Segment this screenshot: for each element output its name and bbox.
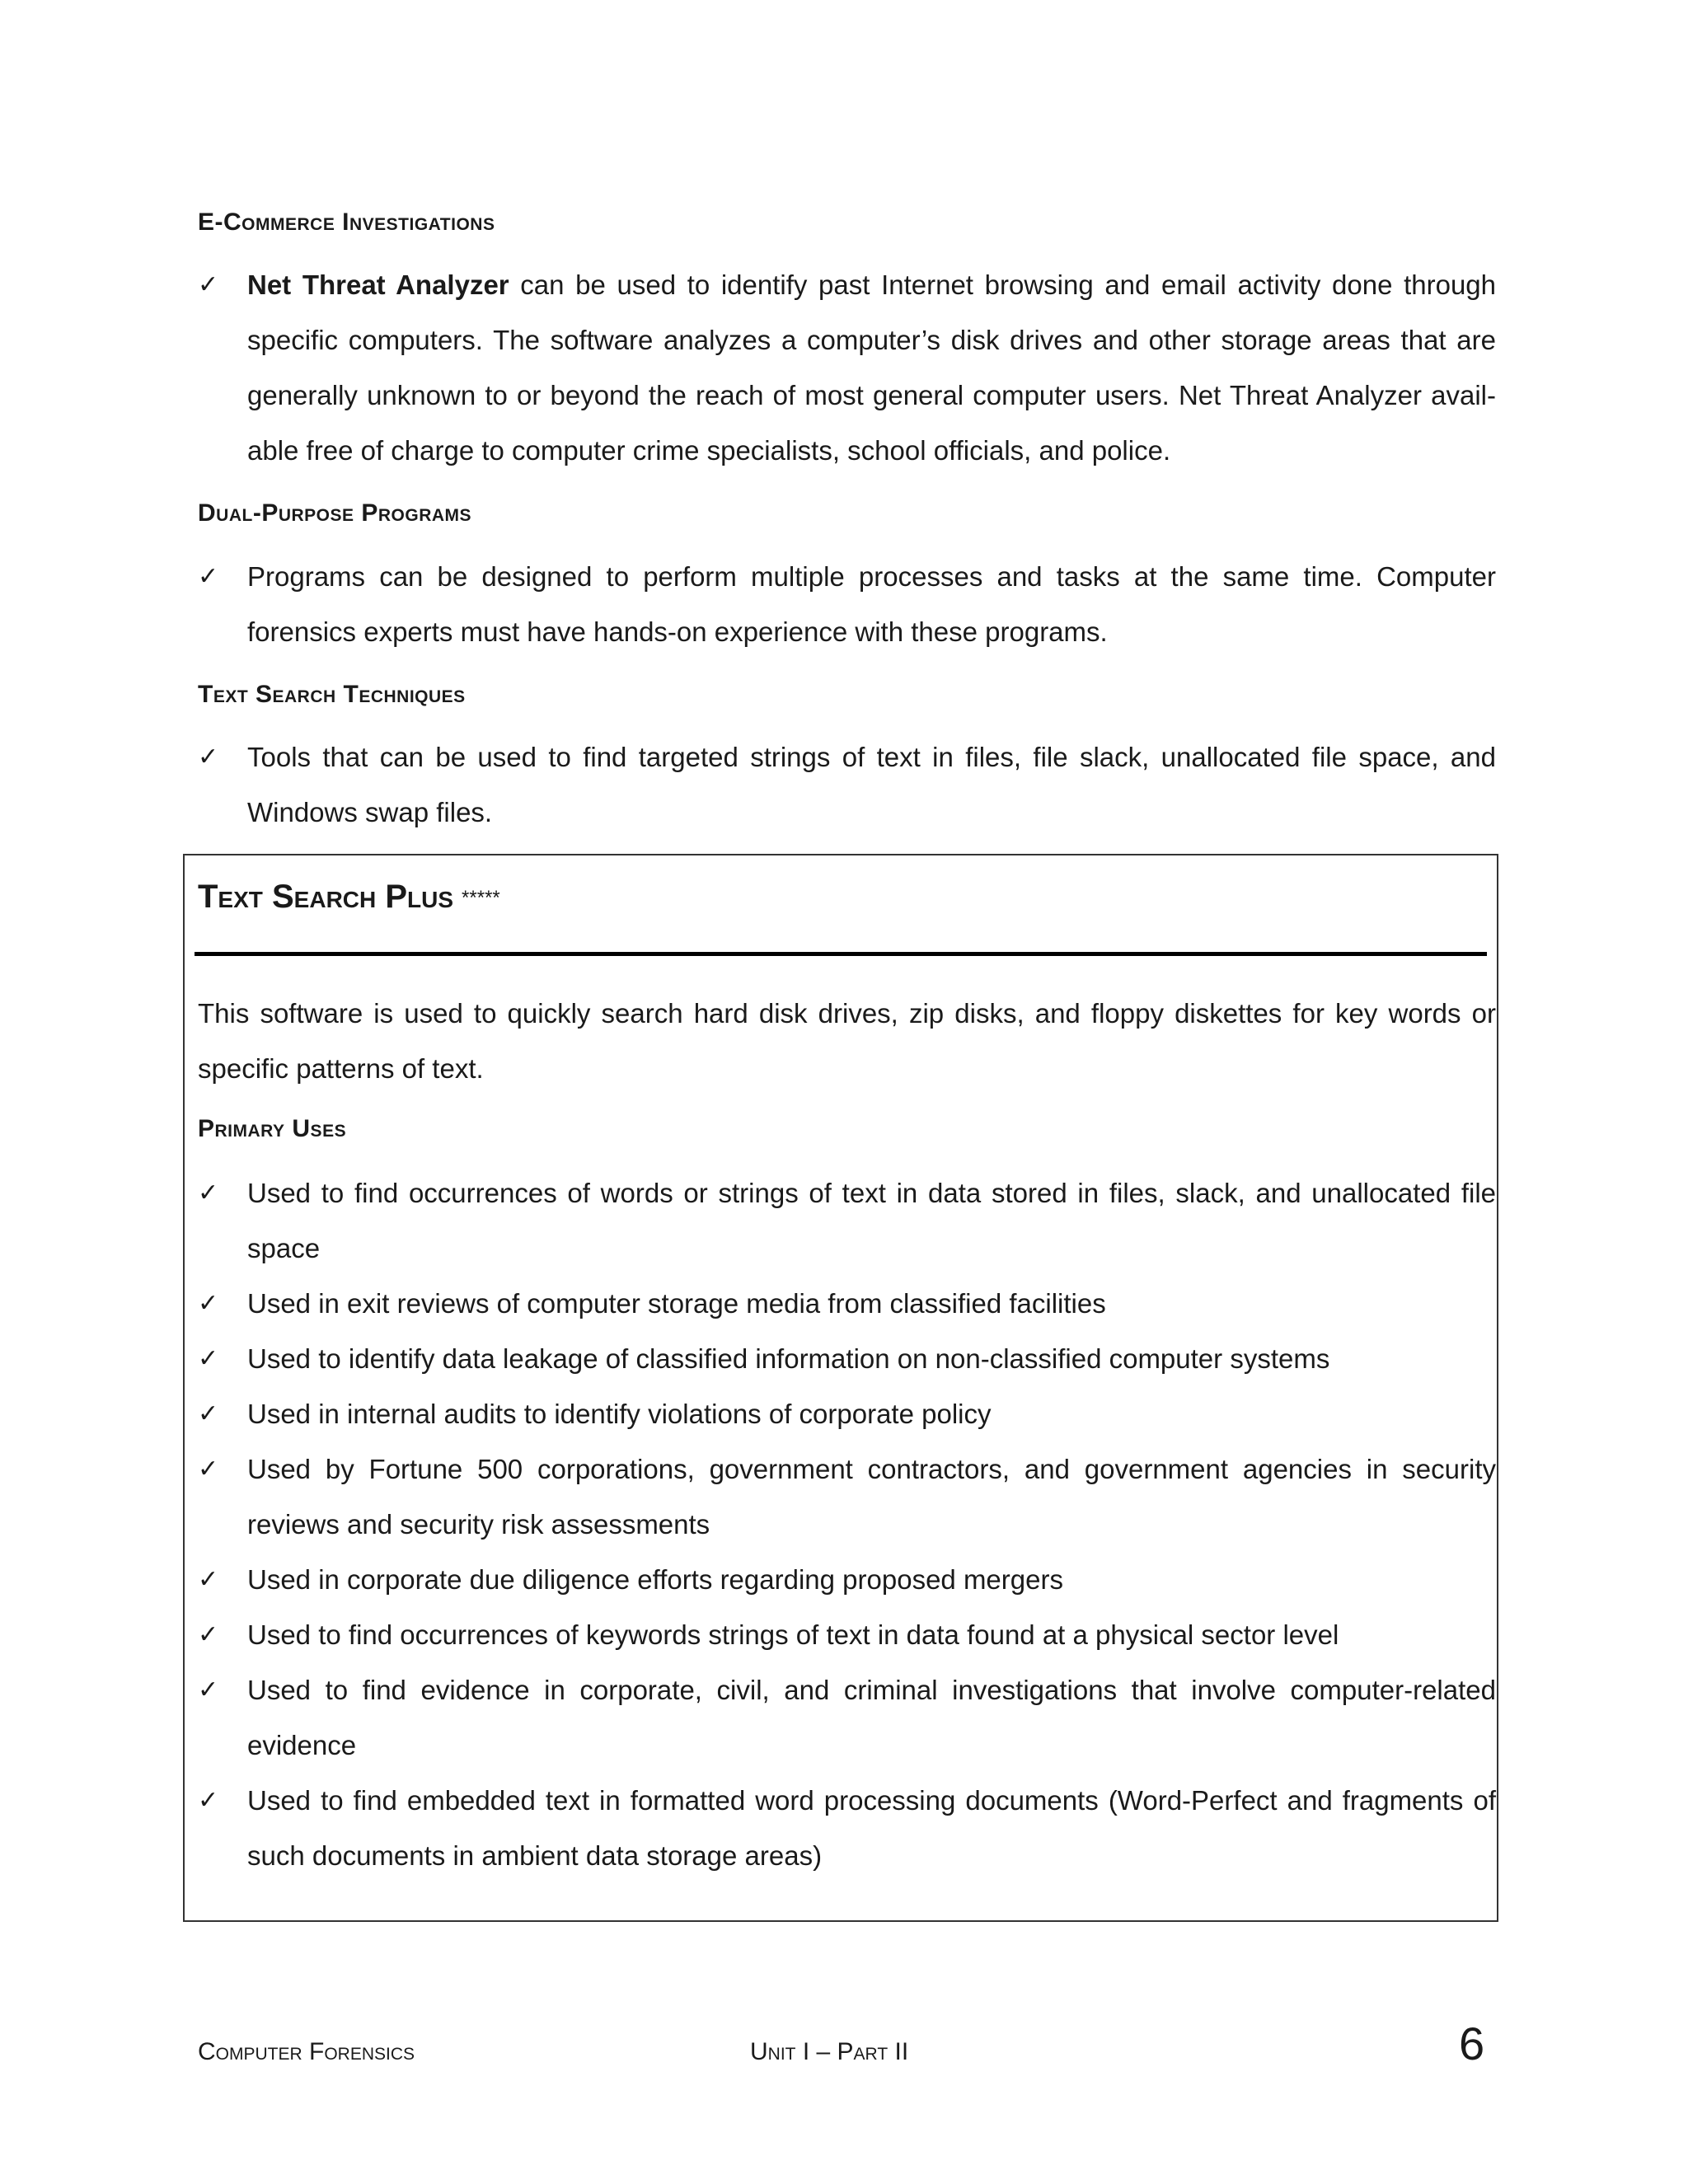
box-title-text: Text Search Plus bbox=[198, 879, 454, 915]
use-item-text: Used to find embedded text in formatted word processing documents (Word-Perfect and fragments of such documents in ambient data storage areas) bbox=[247, 1785, 1496, 1871]
use-item-6 bbox=[198, 1552, 1496, 1607]
bullet-bold-term: Net Threat Analyzer bbox=[247, 269, 509, 300]
bullet-text: Tools that can be used to find targeted strings of text in files, file slack, unallocated file space, and Windows swap files. bbox=[247, 742, 1496, 827]
use-item-2 bbox=[198, 1276, 1496, 1331]
use-item-9 bbox=[198, 1773, 1496, 1883]
checkmark-icon: ✓ bbox=[198, 1675, 219, 1704]
section-heading-text-search: Text Search Techniques bbox=[198, 681, 466, 708]
checkmark-icon: ✓ bbox=[198, 1565, 219, 1594]
section-heading-dual-purpose: Dual-Purpose Programs bbox=[198, 499, 472, 527]
use-item-text: Used to identify data leakage of classified information on non-classified computer systems bbox=[247, 1343, 1330, 1374]
checkmark-icon: ✓ bbox=[198, 1455, 219, 1483]
section-heading-ecommerce: E-Commerce Investigations bbox=[198, 209, 495, 236]
checkmark-icon: ✓ bbox=[198, 1786, 219, 1815]
rating-stars: ***** bbox=[462, 887, 500, 909]
checkmark-icon: ✓ bbox=[198, 1289, 219, 1318]
use-item-3 bbox=[198, 1331, 1496, 1386]
footer-course-title: Computer Forensics bbox=[198, 2038, 415, 2065]
checkmark-icon: ✓ bbox=[198, 1179, 219, 1207]
use-item-text: Used to find evidence in corporate, civil, and criminal investigations that involve computer-related evidence bbox=[247, 1675, 1496, 1760]
use-item-5 bbox=[198, 1441, 1496, 1552]
use-item-text: Used in exit reviews of computer storage media from classified facilities bbox=[247, 1288, 1106, 1319]
box-description: This software is used to quickly search hard disk drives, zip disks, and floppy diskettes for key words or specific patterns of text. bbox=[198, 998, 1496, 1084]
use-item-4 bbox=[198, 1386, 1496, 1441]
bullet-text-search bbox=[198, 729, 1496, 840]
bullet-dual-purpose bbox=[198, 549, 1496, 659]
bullet-text: can be used to identify past Internet browsing and email activity done through specific computers. The software analyzes a computer’s disk drives and other storage areas that are generally unknown to or beyond the reach of most general computer users. Net Threat Analyzer avail-able free of charge to computer crime specialists, school officials, and police. bbox=[247, 269, 1496, 466]
checkmark-icon: ✓ bbox=[198, 1399, 219, 1428]
use-item-8 bbox=[198, 1662, 1496, 1773]
use-item-1 bbox=[198, 1165, 1496, 1276]
page-number: 6 bbox=[1459, 2018, 1485, 2069]
box-title bbox=[198, 872, 500, 923]
use-item-text: Used by Fortune 500 corporations, government contractors, and government agencies in security reviews and security risk assessments bbox=[247, 1454, 1496, 1540]
checkmark-icon: ✓ bbox=[198, 270, 219, 299]
footer-unit-label: Unit I – Part II bbox=[750, 2038, 909, 2065]
title-divider bbox=[195, 952, 1487, 956]
use-item-text: Used to find occurrences of keywords strings of text in data found at a physical sector level bbox=[247, 1619, 1339, 1650]
use-item-text: Used in corporate due diligence efforts regarding proposed mergers bbox=[247, 1564, 1063, 1595]
use-item-text: Used in internal audits to identify violations of corporate policy bbox=[247, 1399, 992, 1429]
use-item-7 bbox=[198, 1607, 1496, 1662]
checkmark-icon: ✓ bbox=[198, 562, 219, 591]
primary-uses-heading: Primary Uses bbox=[198, 1115, 347, 1142]
checkmark-icon: ✓ bbox=[198, 1620, 219, 1649]
bullet-net-threat-analyzer bbox=[198, 257, 1496, 478]
bullet-text: Programs can be designed to perform multiple processes and tasks at the same time. Computer forensics experts must have hands-on experience with these programs. bbox=[247, 561, 1496, 647]
use-item-text: Used to find occurrences of words or strings of text in data stored in files, slack, and unallocated file space bbox=[247, 1178, 1496, 1263]
checkmark-icon: ✓ bbox=[198, 743, 219, 771]
checkmark-icon: ✓ bbox=[198, 1344, 219, 1373]
